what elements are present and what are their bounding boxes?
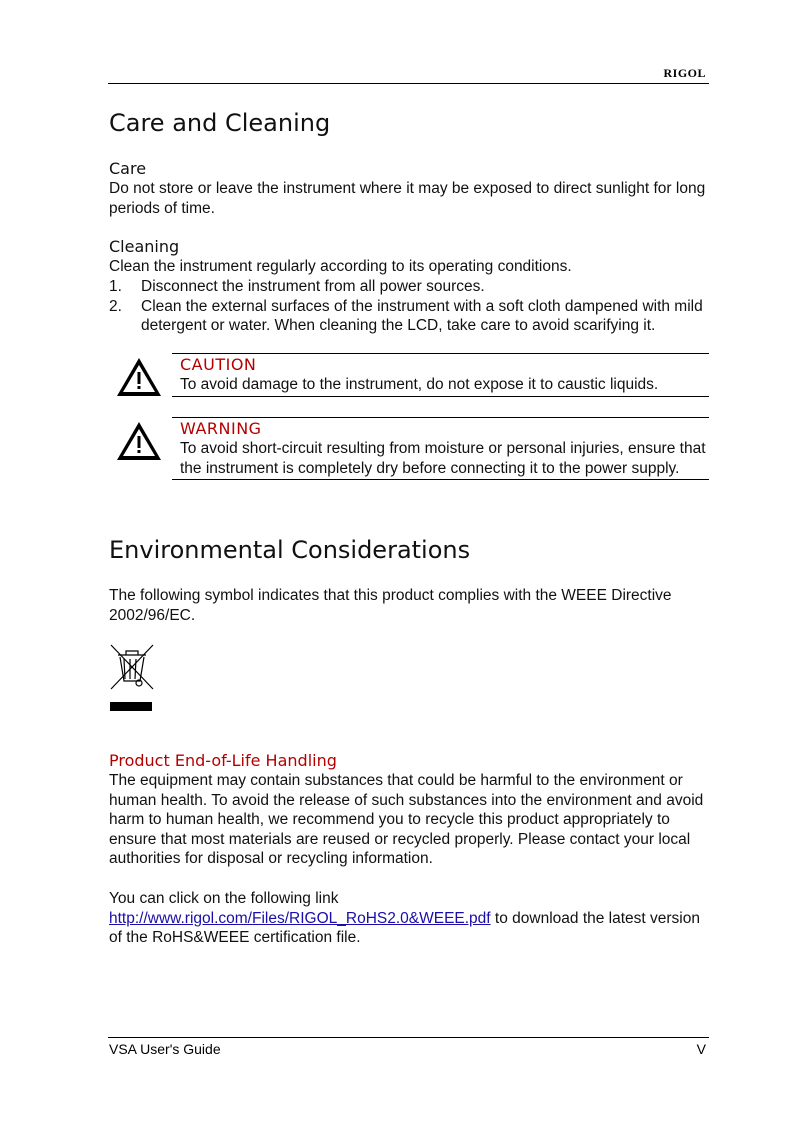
cleaning-step	[109, 297, 709, 336]
end-of-life-text: The equipment may contain substances that could be harmful to the environment or human health. To avoid the release of such substances into the environment and avoid harm to human health, we recommend you to recycle this product appropriately to ensure that most materials are reused or recycled properly. Please contact your local authorities for disposal or recycling information.	[109, 772, 704, 868]
warning-label: WARNING	[180, 419, 262, 438]
section-title-care-cleaning: Care and Cleaning	[109, 109, 331, 137]
warning-triangle-icon	[115, 419, 163, 463]
footer-rule	[108, 1037, 709, 1038]
cleaning-step	[109, 277, 709, 297]
warning-triangle-icon	[115, 355, 163, 399]
step-text: Clean the external surfaces of the instrument with a soft cloth dampened with mild detergent or water. When cleaning the LCD, take care to avoid scarifying it.	[141, 297, 703, 335]
section-title-environmental: Environmental Considerations	[109, 536, 471, 564]
weee-intro: The following symbol indicates that this product complies with the WEEE Directive 2002/96/EC.	[109, 587, 672, 624]
step-text: Disconnect the instrument from all power sources.	[141, 278, 485, 295]
care-text: Do not store or leave the instrument where it may be exposed to direct sunlight for long periods of time.	[109, 180, 706, 217]
footer-guide-title: VSA User's Guide	[109, 1041, 221, 1057]
header-rule	[108, 83, 709, 84]
subheading-cleaning: Cleaning	[109, 237, 180, 256]
header-brand: RIGOL	[663, 66, 706, 80]
step-number: 1.	[109, 278, 122, 295]
weee-bin-icon	[109, 643, 155, 713]
caution-label: CAUTION	[180, 355, 257, 374]
cleaning-steps	[109, 277, 709, 336]
step-number: 2.	[109, 297, 122, 315]
subheading-care: Care	[109, 159, 147, 178]
link-paragraph	[109, 889, 709, 948]
cleaning-intro: Clean the instrument regularly according to its operating conditions.	[109, 258, 572, 275]
rohs-weee-download-link[interactable]: http://www.rigol.com/Files/RIGOL_RoHS2.0&WEEE.pdf	[109, 909, 491, 927]
footer-page-number: V	[696, 1041, 706, 1057]
link-intro-text: You can click on the following link	[109, 890, 339, 907]
caution-text: To avoid damage to the instrument, do not expose it to caustic liquids.	[180, 376, 659, 393]
warning-text: To avoid short-circuit resulting from moisture or personal injuries, ensure that the instrument is completely dry before connecting it to the power supply.	[180, 440, 706, 477]
link-suffix-text: to download the latest version of the RoHS&WEEE certification file.	[109, 909, 700, 947]
subheading-end-of-life: Product End-of-Life Handling	[109, 751, 337, 770]
